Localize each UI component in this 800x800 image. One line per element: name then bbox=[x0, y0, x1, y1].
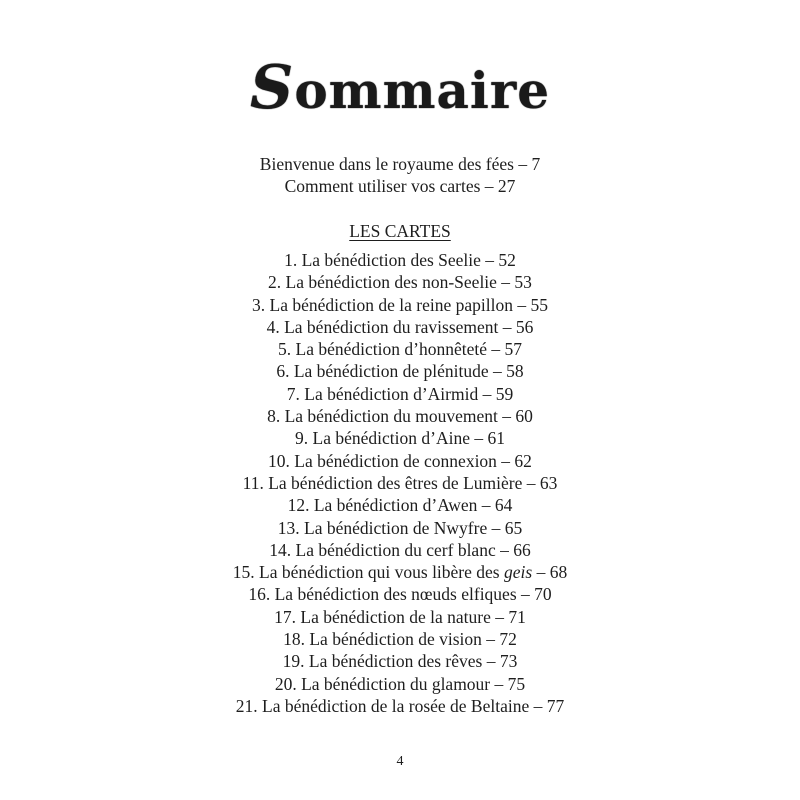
toc-entry bbox=[0, 561, 800, 583]
toc-entry: 10. La bénédiction de connexion – 62 bbox=[268, 450, 532, 471]
toc-entry: 20. La bénédiction du glamour – 75 bbox=[274, 673, 526, 694]
toc-entry: 7. La bénédiction d’Airmid – 59 bbox=[286, 383, 514, 404]
toc-entry: 21. La bénédiction de la rosée de Beltaine – 77 bbox=[235, 695, 565, 716]
toc-entry: 9. La bénédiction d’Aine – 61 bbox=[295, 428, 505, 449]
toc-entry: 6. La bénédiction de plénitude – 58 bbox=[276, 361, 524, 382]
section-heading-text: LES CARTES bbox=[349, 221, 451, 241]
toc-entry: 13. La bénédiction de Nwyfre – 65 bbox=[277, 517, 523, 538]
page-number: 4 bbox=[396, 754, 404, 769]
toc-entry: 8. La bénédiction du mouvement – 60 bbox=[267, 406, 533, 427]
toc-entry: 14. La bénédiction du cerf blanc – 66 bbox=[269, 539, 531, 560]
toc-entry: 4. La bénédiction du ravissement – 56 bbox=[266, 316, 534, 337]
intro-list bbox=[0, 153, 800, 198]
toc-entry-text: 15. La bénédiction qui vous libère des bbox=[232, 562, 504, 583]
toc-entry-italic-term: geis bbox=[503, 562, 533, 583]
toc-entry: 12. La bénédiction d’Awen – 64 bbox=[287, 495, 513, 516]
toc-entry: 16. La bénédiction des nœuds elfiques – 70 bbox=[248, 584, 552, 605]
toc-entry: 19. La bénédiction des rêves – 73 bbox=[282, 651, 518, 672]
intro-item: Comment utiliser vos cartes – 27 bbox=[284, 176, 516, 197]
toc-entry: 18. La bénédiction de vision – 72 bbox=[283, 629, 517, 650]
toc-entry: 5. La bénédiction d’honnêteté – 57 bbox=[278, 339, 522, 360]
toc-entry: 17. La bénédiction de la nature – 71 bbox=[274, 606, 526, 627]
toc-entry: 1. La bénédiction des Seelie – 52 bbox=[284, 250, 516, 270]
toc-entry: 2. La bénédiction des non-Seelie – 53 bbox=[268, 272, 532, 293]
toc-entry: 11. La bénédiction des êtres de Lumière – 63 bbox=[242, 472, 558, 493]
table-of-contents bbox=[0, 249, 800, 717]
page-title: Sommaire bbox=[249, 53, 551, 123]
toc-entry-page: – 68 bbox=[532, 562, 568, 583]
intro-item: Bienvenue dans le royaume des fées – 7 bbox=[259, 154, 541, 174]
section-heading bbox=[0, 220, 800, 242]
toc-entry: 3. La bénédiction de la reine papillon – 55 bbox=[252, 294, 548, 315]
